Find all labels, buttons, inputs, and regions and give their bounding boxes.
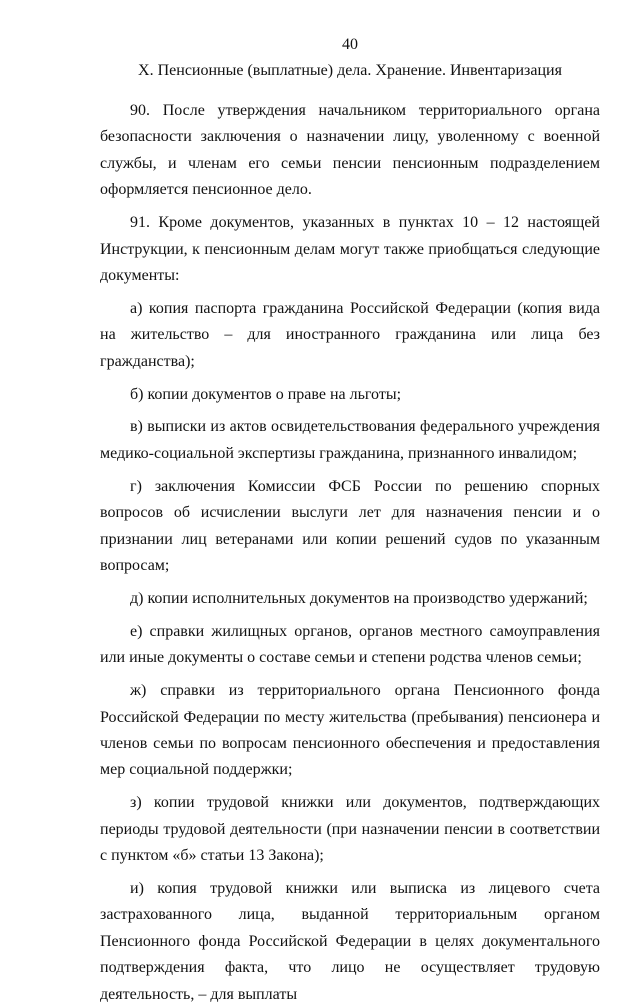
paragraph-91: 91. Кроме документов, указанных в пунктах 10 – 12 настоящей Инструкции, к пенсионным делам могут также приобщаться следующие документы:	[100, 214, 600, 284]
paragraph-90: 90. После утверждения начальником территориального органа безопасности заключения о назначении лицу, уволенному с военной службы, и членам его семьи пенсии пенсионным подразделением оформляется пенсионное дело.	[100, 102, 600, 199]
list-item-zh: ж) справки из территориального органа Пенсионного фонда Российской Федерации по месту жительства (пребывания) пенсионера и членов семьи по вопросам пенсионного обеспечения и предоставления мер социальной поддержки;	[100, 682, 600, 779]
list-item-z: з) копии трудовой книжки или документов, подтверждающих периоды трудовой деятельности (при назначении пенсии в соответствии с пунктом «б» статьи 13 Закона);	[100, 794, 600, 865]
list-item-d: д) копии исполнительных документов на производство удержаний;	[130, 589, 588, 607]
list-item-g: г) заключения Комиссии ФСБ России по решению спорных вопросов об исчислении выслуги лет для назначения пенсии и о признании лиц ветеранами или копии решений судов по указанным вопросам;	[100, 477, 600, 574]
list-item-b: б) копии документов о праве на льготы;	[130, 385, 402, 403]
section-title: X. Пенсионные (выплатные) дела. Хранение. Инвентаризация	[138, 62, 562, 79]
list-item-v: в) выписки из актов освидетельствования федерального учреждения медико-социальной экспертизы гражданина, признанного инвалидом;	[100, 418, 600, 462]
list-item-a: а) копия паспорта гражданина Российской Федерации (копия вида на жительство – для иностранного гражданина или лица без гражданства);	[100, 299, 600, 370]
list-item-i: и) копия трудовой книжки или выписка из лицевого счета застрахованного лица, выданной территориальным органом Пенсионного фонда Российской Федерации в целях документального подтверждения факта, что лицо не осуществляет трудовую деятельность, – для выплаты	[100, 879, 600, 1003]
list-item-e: е) справки жилищных органов, органов местного самоуправления или иные документы о составе семьи и степени родства членов семьи;	[100, 622, 600, 667]
page-number: 40	[342, 36, 358, 53]
